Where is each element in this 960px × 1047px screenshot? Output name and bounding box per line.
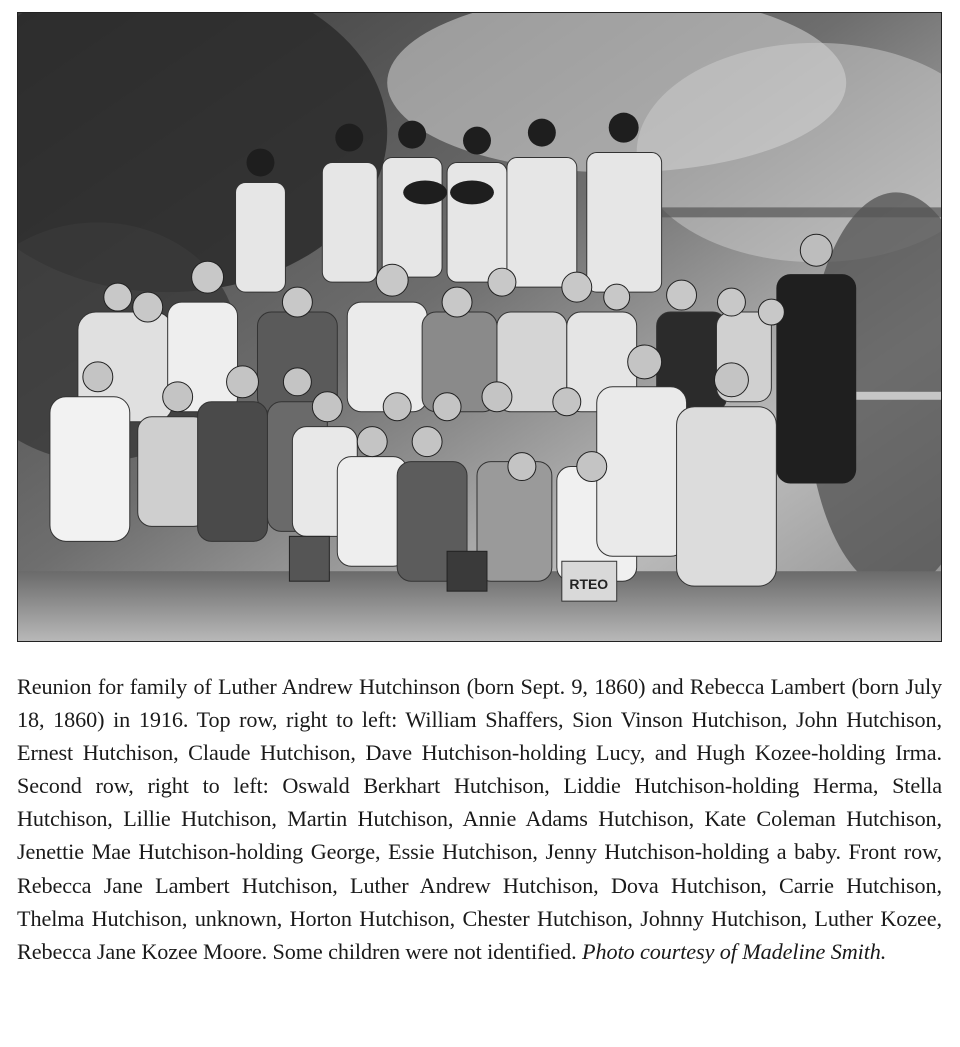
crate-label: RTEO: [569, 576, 609, 593]
family-reunion-photo: [17, 12, 942, 642]
photo-illustration: [18, 13, 941, 641]
photo-caption: [17, 670, 942, 968]
photo-credit: Photo courtesy of Madeline Smith.: [582, 938, 887, 964]
caption-text: Reunion for family of Luther Andrew Hutchinson (born Sept. 9, 1860) and Rebecca Lambert (born July 18, 1860) in 1916. Top row, right to left: William Shaffers, Sion Vinson Hutchison, John Hutchison, Ernest Hutchison, Claude Hutchison, Dave Hutchison-holding Lucy, and Hugh Kozee-holding Irma. Second row, right to left: Oswald Berkhart Hutchison, Liddie Hutchison-holding Herma, Stella Hutchison, Lillie Hutchison, Martin Hutchison, Annie Adams Hutchison, Kate Coleman Hutchison, Jenettie Mae Hutchison-holding George, Essie Hutchison, Jenny Hutchison-holding a baby. Front row, Rebecca Jane Lambert Hutchison, Luther Andrew Hutchison, Dova Hutchison, Carrie Hutchison, Thelma Hutchison, unknown, Horton Hutchison, Chester Hutchison, Johnny Hutchison, Luther Kozee, Rebecca Jane Kozee Moore. Some children were not identified.: [17, 674, 942, 964]
